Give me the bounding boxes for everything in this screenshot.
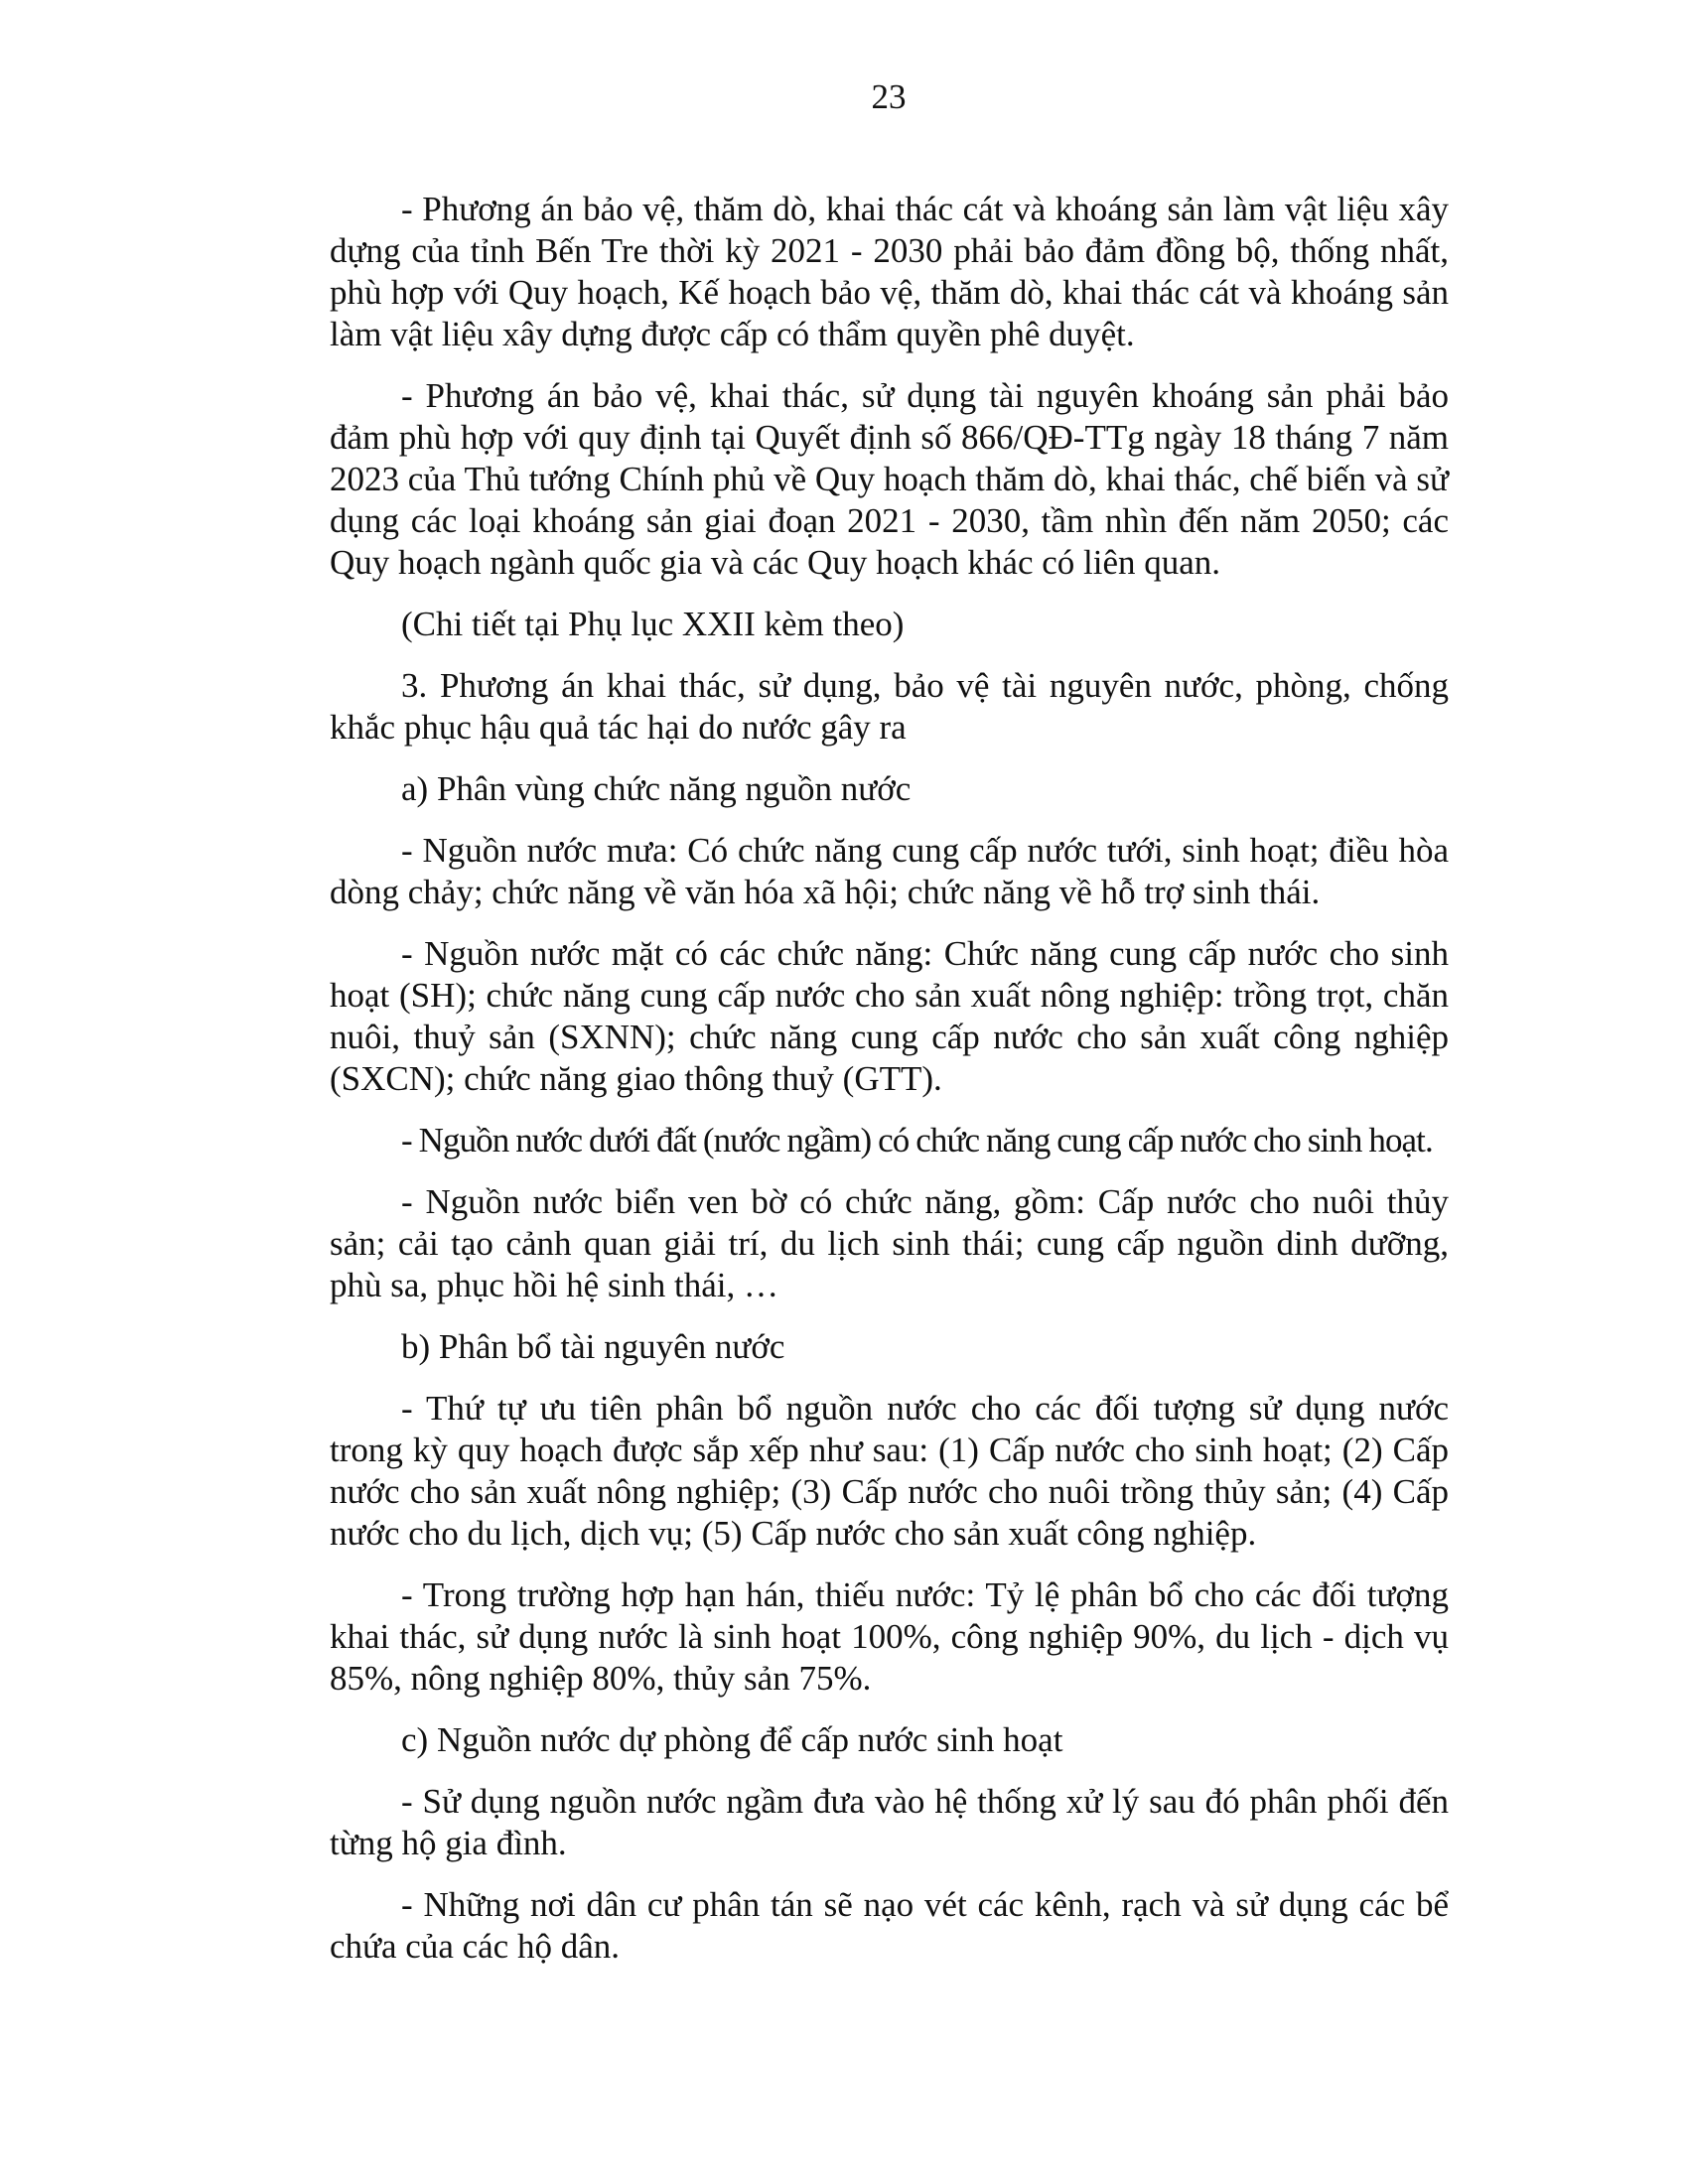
- section-heading-water-resources: 3. Phương án khai thác, sử dụng, bảo vệ tài nguyên nước, phòng, chống khắc phục hậu quả tác hại do nước gây ra: [330, 666, 1449, 747]
- subsection-heading-b: b) Phân bổ tài nguyên nước: [401, 1327, 785, 1366]
- paragraph-rain-water: - Nguồn nước mưa: Có chức năng cung cấp nước tưới, sinh hoạt; điều hòa dòng chảy; chức năng về văn hóa xã hội; chức năng về hỗ trợ sinh thái.: [330, 831, 1449, 911]
- page-number: 23: [871, 77, 907, 116]
- paragraph-appendix-reference: (Chi tiết tại Phụ lục XXII kèm theo): [401, 605, 905, 643]
- paragraph-coastal-water: - Nguồn nước biển ven bờ có chức năng, gồm: Cấp nước cho nuôi thủy sản; cải tạo cảnh quan giải trí, du lịch sinh thái; cung cấp nguồn dinh dưỡng, phù sa, phục hồi hệ sinh thái, …: [330, 1182, 1449, 1304]
- paragraph-sand-mining-plan: - Phương án bảo vệ, thăm dò, khai thác cát và khoáng sản làm vật liệu xây dựng của tỉnh Bến Tre thời kỳ 2021 - 2030 phải bảo đảm đồng bộ, thống nhất, phù hợp với Quy hoạch, Kế hoạch bảo vệ, thăm dò, khai thác cát và khoáng sản làm vật liệu xây dựng được cấp có thẩm quyền phê duyệt.: [330, 190, 1449, 353]
- paragraph-groundwater-supply: - Sử dụng nguồn nước ngầm đưa vào hệ thống xử lý sau đó phân phối đến từng hộ gia đình.: [330, 1782, 1449, 1862]
- paragraph-groundwater: - Nguồn nước dưới đất (nước ngầm) có chức năng cung cấp nước cho sinh hoạt.: [401, 1121, 1433, 1160]
- paragraph-mineral-resources-plan: - Phương án bảo vệ, khai thác, sử dụng tài nguyên khoáng sản phải bảo đảm phù hợp với quy định tại Quyết định số 866/QĐ-TTg ngày 18 tháng 7 năm 2023 của Thủ tướng Chính phủ về Quy hoạch thăm dò, khai thác, chế biến và sử dụng các loại khoáng sản giai đoạn 2021 - 2030, tầm nhìn đến năm 2050; các Quy hoạch ngành quốc gia và các Quy hoạch khác có liên quan.: [330, 376, 1449, 582]
- subsection-heading-c: c) Nguồn nước dự phòng để cấp nước sinh hoạt: [401, 1720, 1063, 1759]
- paragraph-dispersed-residents: - Những nơi dân cư phân tán sẽ nạo vét các kênh, rạch và sử dụng các bể chứa của các hộ dân.: [330, 1885, 1449, 1966]
- subsection-heading-a: a) Phân vùng chức năng nguồn nước: [401, 769, 912, 808]
- paragraph-surface-water: - Nguồn nước mặt có các chức năng: Chức năng cung cấp nước cho sinh hoạt (SH); chức năng cung cấp nước cho sản xuất nông nghiệp: trồng trọt, chăn nuôi, thuỷ sản (SXNN); chức năng cung cấp nước cho sản xuất công nghiệp (SXCN); chức năng giao thông thuỷ (GTT).: [330, 934, 1449, 1098]
- paragraph-allocation-priority: - Thứ tự ưu tiên phân bổ nguồn nước cho các đối tượng sử dụng nước trong kỳ quy hoạch được sắp xếp như sau: (1) Cấp nước cho sinh hoạt; (2) Cấp nước cho sản xuất nông nghiệp; (3) Cấp nước cho nuôi trồng thủy sản; (4) Cấp nước cho du lịch, dịch vụ; (5) Cấp nước cho sản xuất công nghiệp.: [330, 1389, 1449, 1553]
- document-body: [330, 189, 1449, 1987]
- paragraph-drought-allocation: - Trong trường hợp hạn hán, thiếu nước: Tỷ lệ phân bổ cho các đối tượng khai thác, sử dụng nước là sinh hoạt 100%, công nghiệp 90%, du lịch - dịch vụ 85%, nông nghiệp 80%, thủy sản 75%.: [330, 1575, 1449, 1698]
